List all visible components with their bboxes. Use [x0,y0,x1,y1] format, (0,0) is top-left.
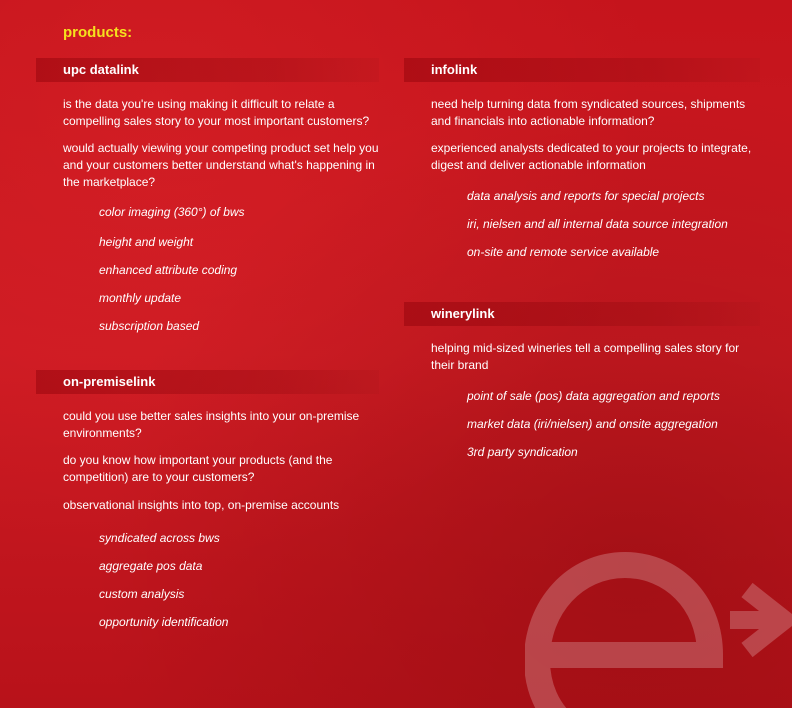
infolink-item: iri, nielsen and all internal data source integration [467,217,728,231]
on-premise-item: opportunity identification [99,615,229,629]
on-premise-paragraph-3: observational insights into top, on-premise accounts [63,498,340,512]
on-premiselink-title: on-premiselink [63,374,156,389]
winerylink-item: point of sale (pos) data aggregation and reports [467,389,720,403]
infolink-item: on-site and remote service available [467,245,660,259]
on-premise-paragraph-2: do you know how important your products (and the competition) are to your customers? [63,453,333,484]
upc-paragraph-1: is the data you're using making it difficult to relate a compelling sales story to your most important customers? [63,97,370,128]
products-heading: products: [63,24,133,41]
upc-item: color imaging (360°) of bws [99,205,245,219]
upc-datalink-bar [36,58,379,82]
upc-paragraph-2: would actually viewing your competing product set help you and your customers better understand what's happening in the marketplace? [63,141,379,189]
infolink-paragraph-2: experienced analysts dedicated to your projects to integrate, digest and deliver actionable information [431,141,752,172]
on-premise-paragraph-1: could you use better sales insights into your on-premise environments? [63,409,360,440]
upc-item: monthly update [99,291,182,305]
upc-item: subscription based [99,319,200,333]
winerylink-item: market data (iri/nielsen) and onsite aggregation [467,417,718,431]
on-premise-item: aggregate pos data [99,559,203,573]
on-premise-item: custom analysis [99,587,185,601]
infolink-item: data analysis and reports for special projects [467,189,705,203]
upc-datalink-title: upc datalink [63,62,139,77]
winerylink-item: 3rd party syndication [467,445,578,459]
on-premise-item: syndicated across bws [99,531,220,545]
winerylink-title: winerylink [431,306,495,321]
winerylink-bar [404,302,760,326]
upc-item: height and weight [99,235,194,249]
upc-item: enhanced attribute coding [99,263,238,277]
infolink-paragraph-1: need help turning data from syndicated sources, shipments and financials into actionable information? [431,97,746,128]
infolink-bar [404,58,760,82]
winerylink-paragraph-1: helping mid-sized wineries tell a compelling sales story for their brand [431,341,740,372]
infolink-title: infolink [431,62,478,77]
on-premiselink-bar [36,370,379,394]
e-arrow-logo-icon [525,545,792,708]
